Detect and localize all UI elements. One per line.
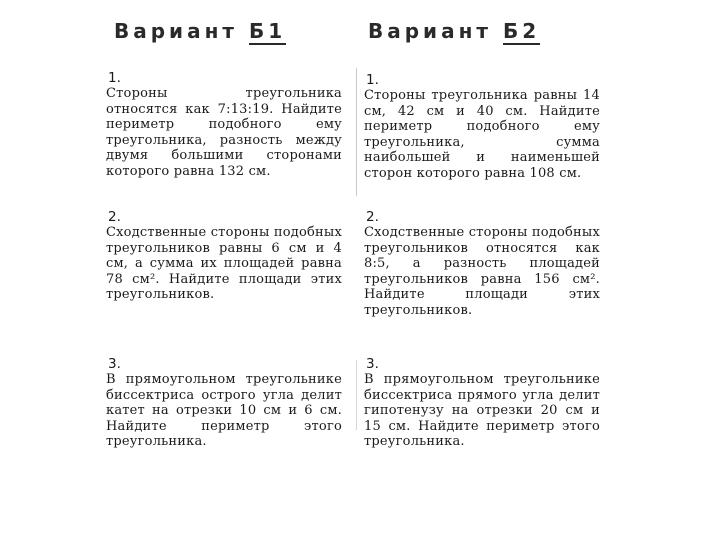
variant-b2-problem-1 bbox=[364, 72, 600, 182]
variant-b1-heading-word: Вариант bbox=[114, 19, 249, 43]
variant-b1-heading bbox=[114, 19, 286, 43]
problem-text: Сходственные стороны подобных треугольников относятся как 8:5, а разность площадей треугольников равна 156 см². Найдите площади этих треугольников. bbox=[364, 225, 600, 318]
variant-b1-problem-3 bbox=[106, 356, 342, 450]
problem-number: 3. bbox=[366, 356, 379, 372]
variant-b1-problem-2 bbox=[106, 209, 342, 303]
problem-number: 3. bbox=[108, 356, 121, 372]
problem-text: В прямоугольном треугольнике биссектриса острого угла делит катет на отрезки 10 см и 6 см. Найдите периметр этого треугольника. bbox=[106, 372, 342, 450]
variant-b2-heading-code: Б2 bbox=[502, 19, 541, 43]
variant-b1-heading-code: Б1 bbox=[248, 19, 287, 43]
column-divider-bottom bbox=[356, 360, 357, 430]
problem-text: Сходственные стороны подобных треугольников равны 6 см и 4 см, а сумма их площадей равна 78 см². Найдите площади этих треугольников. bbox=[106, 225, 342, 303]
problem-number: 2. bbox=[108, 209, 121, 225]
variant-b2-problem-2 bbox=[364, 209, 600, 319]
problem-number: 1. bbox=[108, 70, 121, 86]
variant-b2-heading bbox=[368, 19, 540, 43]
variant-b2-heading-word: Вариант bbox=[368, 19, 503, 43]
column-divider-top bbox=[356, 68, 357, 196]
problem-number: 2. bbox=[366, 209, 379, 225]
problem-text: В прямоугольном треугольнике биссектриса прямого угла делит гипотенузу на отрезки 20 см и 15 см. Найдите периметр этого треугольника. bbox=[364, 372, 600, 450]
variant-b2-problem-3 bbox=[364, 356, 600, 450]
problem-number: 1. bbox=[366, 72, 379, 88]
variant-b1-problem-1 bbox=[106, 70, 342, 180]
problem-text: Стороны треугольника относятся как 7:13:19. Найдите периметр подобного ему треугольника, разность между двумя большими сторонами которого равна 132 см. bbox=[106, 86, 342, 179]
problem-text: Стороны треугольника равны 14 см, 42 см и 40 см. Найдите периметр подобного ему треугольника, сумма наибольшей и наименьшей сторон которого равна 108 см. bbox=[364, 88, 600, 181]
